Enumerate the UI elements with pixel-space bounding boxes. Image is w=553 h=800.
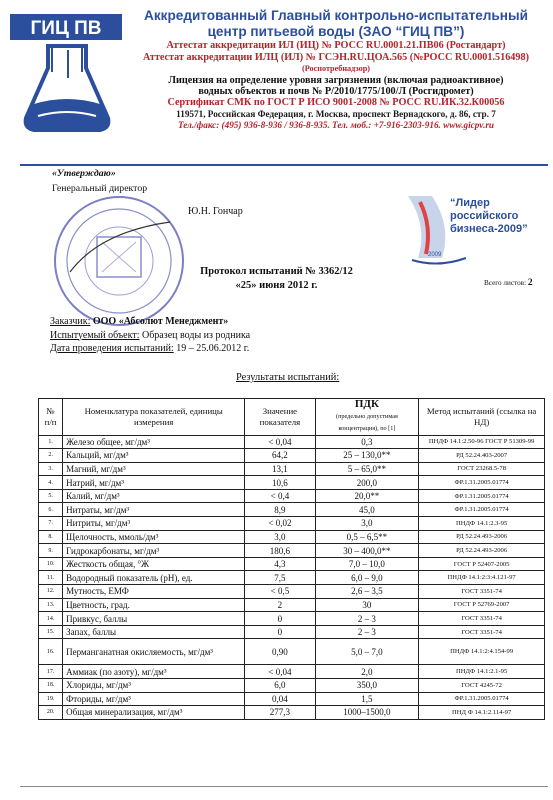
row-indicator: Цветность, град. <box>63 598 245 612</box>
row-indicator: Общая минерализация, мг/дм³ <box>63 706 245 720</box>
row-method: РД 52.24.493-2006 <box>419 530 545 544</box>
approval-block <box>52 168 147 194</box>
row-number: 11. <box>39 571 63 585</box>
row-pdk: 5,0 – 7,0 <box>315 639 419 665</box>
pdk-subtitle: (предельно допустимая концентрация), по [1] <box>336 412 398 432</box>
row-indicator: Железо общее, мг/дм³ <box>63 435 245 449</box>
attestation-1: Аттестат аккредитации ИЛ (ИЦ) № РОСС RU.0001.21.ПВ06 (Ростандарт) <box>166 40 506 51</box>
table-row <box>39 625 545 639</box>
row-method: ПНДФ 14.1:2.50-96 ГОСТ Р 51309-99 <box>419 435 545 449</box>
row-indicator: Привкус, баллы <box>63 612 245 626</box>
row-method: ПНДФ 14.1:2:3:4.121-97 <box>419 571 545 585</box>
table-row <box>39 665 545 679</box>
table-row <box>39 692 545 706</box>
row-indicator: Магний, мг/дм³ <box>63 462 245 476</box>
row-value: 180,6 <box>245 544 315 558</box>
row-method: ПНДФ 14.1:2.1-95 <box>419 665 545 679</box>
letterhead <box>122 8 550 131</box>
col-num-header: № п/п <box>39 399 63 436</box>
row-pdk: 2 – 3 <box>315 612 419 626</box>
row-value: 10,6 <box>245 476 315 490</box>
row-number: 8. <box>39 530 63 544</box>
table-row <box>39 557 545 571</box>
row-indicator: Калий, мг/дм³ <box>63 489 245 503</box>
sheets-count <box>484 278 533 288</box>
table-row <box>39 679 545 693</box>
row-method: ГОСТ 3351-74 <box>419 612 545 626</box>
table-row <box>39 449 545 463</box>
row-value: 4,3 <box>245 557 315 571</box>
protocol-date: «25» июня 2012 г. <box>235 280 318 291</box>
table-row <box>39 435 545 449</box>
certificate: Сертификат СМК по ГОСТ Р ИСО 9001-2008 № РОСС RU.ИК.32.К00056 <box>167 97 505 109</box>
row-indicator: Кальций, мг/дм³ <box>63 449 245 463</box>
row-indicator: Запах, баллы <box>63 625 245 639</box>
col-pdk-header <box>315 399 419 436</box>
row-pdk: 0,3 <box>315 435 419 449</box>
customer-label: Заказчик: <box>50 316 91 327</box>
row-number: 17. <box>39 665 63 679</box>
table-header-row <box>39 399 545 436</box>
row-value: < 0,04 <box>245 665 315 679</box>
row-method: ФР.1.31.2005.01774 <box>419 476 545 490</box>
row-indicator: Аммиак (по азоту), мг/дм³ <box>63 665 245 679</box>
row-number: 9. <box>39 544 63 558</box>
header-divider <box>20 164 548 166</box>
row-method: РД 52.24.403-2007 <box>419 449 545 463</box>
row-value: < 0,02 <box>245 517 315 531</box>
table-row <box>39 462 545 476</box>
row-number: 3. <box>39 462 63 476</box>
approval-position: Генеральный директор <box>52 183 148 194</box>
svg-text:2009: 2009 <box>428 252 442 258</box>
license-line1: Лицензия на определение уровня загрязнения (включая радиоактивное) <box>168 74 504 86</box>
table-row <box>39 517 545 531</box>
row-method: ГОСТ 23268.5-78 <box>419 462 545 476</box>
gicpv-logo <box>8 6 126 138</box>
row-method: ФР.1.31.2005.01774 <box>419 692 545 706</box>
row-number: 10. <box>39 557 63 571</box>
row-pdk: 30 – 400,0** <box>315 544 419 558</box>
table-row <box>39 489 545 503</box>
row-pdk: 30 <box>315 598 419 612</box>
row-value: 13,1 <box>245 462 315 476</box>
row-method: ГОСТ Р 52407-2005 <box>419 557 545 571</box>
row-indicator: Водородный показатель (рН), ед. <box>63 571 245 585</box>
row-pdk: 0,5 – 6,5** <box>315 530 419 544</box>
row-indicator: Нитриты, мг/дм³ <box>63 517 245 531</box>
object-label: Испытуемый объект: <box>50 329 140 341</box>
license-line2: водных объектов и почв № Р/2010/1775/100/Л (Росгидромет) <box>198 85 474 97</box>
table-row <box>39 612 545 626</box>
row-value: 0,04 <box>245 692 315 706</box>
table-row <box>39 544 545 558</box>
dates-value: 19 – 25.06.2012 г. <box>176 343 250 354</box>
row-number: 16. <box>39 639 63 665</box>
row-value: 0 <box>245 625 315 639</box>
row-pdk: 3,0 <box>315 517 419 531</box>
row-pdk: 1000–1500,0 <box>315 706 419 720</box>
row-indicator: Щелочность, ммоль/дм³ <box>63 530 245 544</box>
table-row <box>39 476 545 490</box>
row-method: ГОСТ 3351-74 <box>419 585 545 599</box>
row-value: 0 <box>245 612 315 626</box>
dates-label: Дата проведения испытаний: <box>50 343 174 354</box>
col-method-header: Метод испытаний (ссылка на НД) <box>419 399 545 436</box>
approval-title: «Утверждаю» <box>52 168 116 179</box>
row-pdk: 1,5 <box>315 692 419 706</box>
svg-text:российского: российского <box>450 210 519 222</box>
row-pdk: 45,0 <box>315 503 419 517</box>
row-value: 7,5 <box>245 571 315 585</box>
row-value: 2 <box>245 598 315 612</box>
table-row <box>39 639 545 665</box>
row-number: 7. <box>39 517 63 531</box>
protocol-title: Протокол испытаний № 3362/12 <box>200 266 353 277</box>
customer-value: ООО «Абсолют Менеджмент» <box>92 316 229 327</box>
row-indicator: Мутность, ЕМФ <box>63 585 245 599</box>
row-indicator: Натрий, мг/дм³ <box>63 476 245 490</box>
row-method: ПНДФ 14.1:2.3-95 <box>419 517 545 531</box>
row-value: < 0,5 <box>245 585 315 599</box>
sheets-label: Всего листов: <box>484 279 527 287</box>
table-row <box>39 706 545 720</box>
row-method: ГОСТ 4245-72 <box>419 679 545 693</box>
table-row <box>39 598 545 612</box>
award-badge <box>398 186 548 268</box>
col-value-header: Значение показателя <box>245 399 315 436</box>
row-number: 6. <box>39 503 63 517</box>
org-name-line1: Аккредитованный Главный контрольно-испытательный <box>144 8 528 23</box>
row-indicator: Жесткость общая, °Ж <box>63 557 245 571</box>
object-value: Образец воды из родника <box>142 329 251 341</box>
row-pdk: 350,0 <box>315 679 419 693</box>
row-pdk: 2,0 <box>315 665 419 679</box>
row-number: 13. <box>39 598 63 612</box>
attestation-2-note: (Роспотребнадзор) <box>301 64 371 74</box>
row-indicator: Фториды, мг/дм³ <box>63 692 245 706</box>
row-number: 4. <box>39 476 63 490</box>
row-pdk: 2,6 – 3,5 <box>315 585 419 599</box>
row-number: 19. <box>39 692 63 706</box>
row-method: РД 52.24.493-2006 <box>419 544 545 558</box>
svg-text:ГИЦ ПВ: ГИЦ ПВ <box>30 18 102 39</box>
row-value: 6,0 <box>245 679 315 693</box>
row-indicator: Перманганатная окисляемость, мг/дм³ <box>63 639 245 665</box>
row-method: ФР.1.31.2005.01774 <box>419 503 545 517</box>
row-indicator: Хлориды, мг/дм³ <box>63 679 245 693</box>
row-method: ПНД Ф 14.1:2.114-97 <box>419 706 545 720</box>
row-method: ГОСТ Р 52769-2007 <box>419 598 545 612</box>
row-number: 2. <box>39 449 63 463</box>
client-info <box>50 315 250 356</box>
row-method: ФР.1.31.2005.01774 <box>419 489 545 503</box>
row-number: 20. <box>39 706 63 720</box>
row-indicator: Гидрокарбонаты, мг/дм³ <box>63 544 245 558</box>
row-number: 12. <box>39 585 63 599</box>
contacts: Тел./факс: (495) 936-8-936 / 936-8-935. Тел. моб.: +7-916-2303-916. www.gicpv.ru <box>177 119 495 130</box>
org-name-line2: центр питьевой воды (ЗАО “ГИЦ ПВ”) <box>207 24 465 39</box>
row-method: ПНДФ 14.1:2:4.154-99 <box>419 639 545 665</box>
row-indicator: Нитраты, мг/дм³ <box>63 503 245 517</box>
svg-text:“Лидер: “Лидер <box>450 197 490 209</box>
table-row <box>39 571 545 585</box>
row-value: < 0,04 <box>245 435 315 449</box>
row-pdk: 6,0 – 9,0 <box>315 571 419 585</box>
attestation-2: Аттестат аккредитации ИЛЦ (ИЛ) № ГСЭН.RU.ЦОА.565 (№РОСС RU.0001.516498) <box>143 51 529 63</box>
results-title: Результаты испытаний: <box>236 372 340 383</box>
address: 119571, Российская Федерация, г. Москва, проспект Вернадского, д. 86, стр. 7 <box>176 108 496 119</box>
results-body <box>39 435 545 719</box>
col-name-header: Номенклатура показателей, единицы измерения <box>63 399 245 436</box>
row-value: 64,2 <box>245 449 315 463</box>
row-value: 0,90 <box>245 639 315 665</box>
row-method: ГОСТ 3351-74 <box>419 625 545 639</box>
table-row <box>39 503 545 517</box>
row-pdk: 2 – 3 <box>315 625 419 639</box>
row-number: 1. <box>39 435 63 449</box>
row-number: 5. <box>39 489 63 503</box>
row-number: 14. <box>39 612 63 626</box>
row-value: 3,0 <box>245 530 315 544</box>
row-pdk: 20,0** <box>315 489 419 503</box>
results-table <box>38 398 545 720</box>
svg-text:бизнеса-2009”: бизнеса-2009” <box>450 223 528 235</box>
approval-signer: Ю.Н. Гончар <box>188 206 243 217</box>
row-pdk: 25 – 130,0** <box>315 449 419 463</box>
table-row <box>39 585 545 599</box>
row-number: 18. <box>39 679 63 693</box>
row-pdk: 200,0 <box>315 476 419 490</box>
sheets-value: 2 <box>527 278 533 288</box>
row-value: < 0,4 <box>245 489 315 503</box>
pdk-title: ПДК <box>354 398 379 410</box>
row-value: 8,9 <box>245 503 315 517</box>
table-row <box>39 530 545 544</box>
row-pdk: 5 – 65,0** <box>315 462 419 476</box>
stamp-seal <box>50 192 188 330</box>
row-pdk: 7,0 – 10,0 <box>315 557 419 571</box>
row-value: 277,3 <box>245 706 315 720</box>
page-bottom-line <box>20 786 548 787</box>
row-number: 15. <box>39 625 63 639</box>
